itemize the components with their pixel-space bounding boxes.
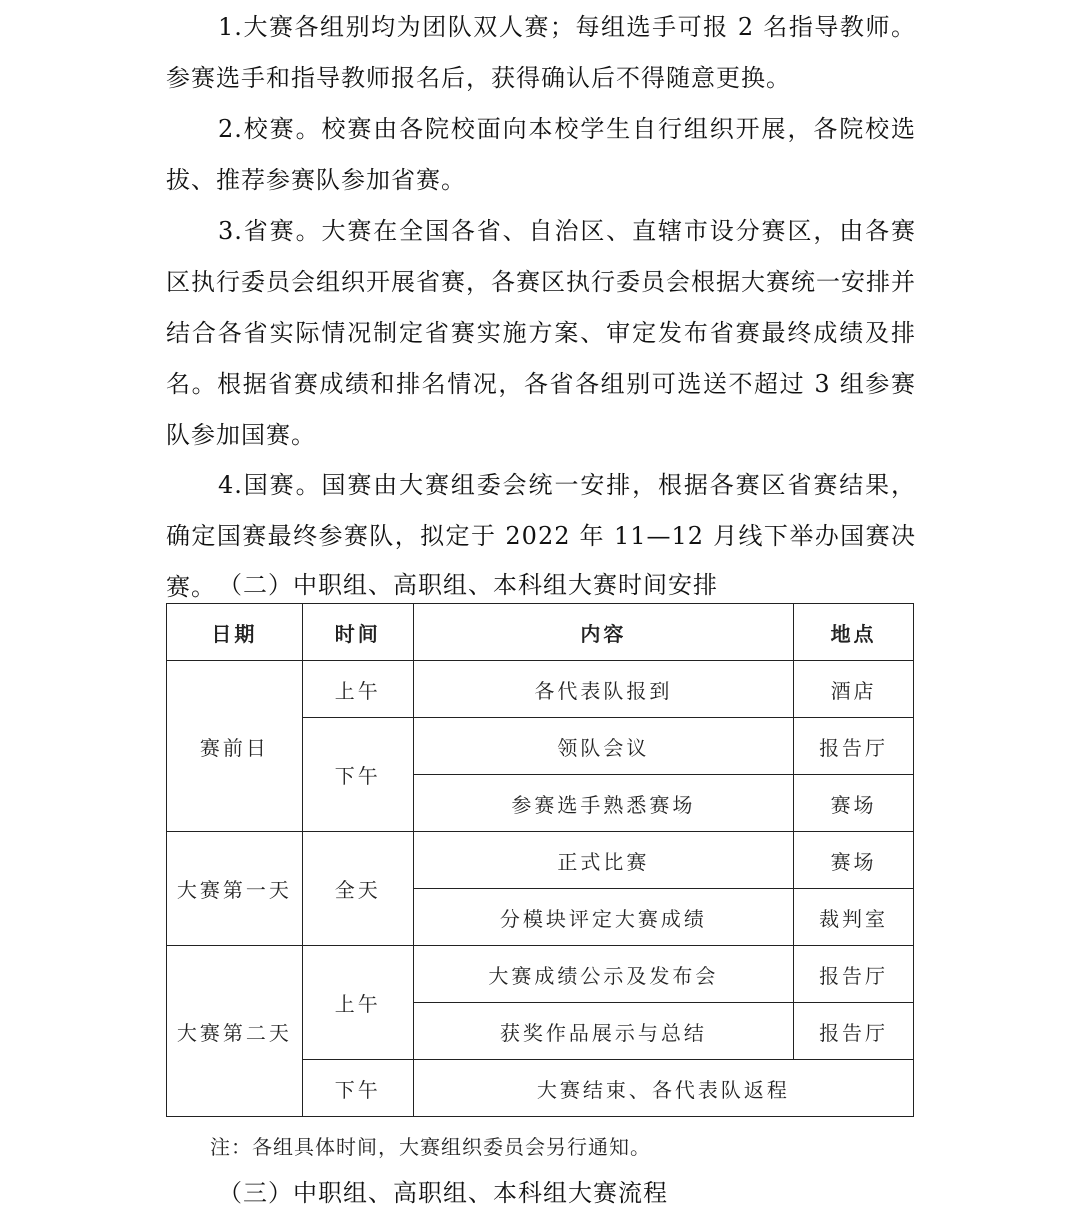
header-date: 日期 (167, 604, 303, 661)
paragraph-team-rules: 1.大赛各组别均为团队双人赛；每组选手可报 2 名指导教师。参赛选手和指导教师报名后，获得确认后不得随意更换。 (166, 13, 916, 92)
cell-time: 下午 (302, 1060, 413, 1117)
cell-content: 领队会议 (413, 718, 793, 775)
cell-date-day-before: 赛前日 (167, 661, 303, 832)
paragraph-provincial-round: 3.省赛。大赛在全国各省、自治区、直辖市设分赛区，由各赛区执行委员会组织开展省赛，各赛区执行委员会根据大赛统一安排并结合各省实际情况制定省赛实施方案、审定发布省赛最终成绩及排名。根据省赛成绩和排名情况，各省各组别可选送不超过 3 组参赛队参加国赛。 (166, 217, 916, 449)
cell-date-day-one: 大赛第一天 (167, 832, 303, 946)
cell-content: 分模块评定大赛成绩 (413, 889, 793, 946)
table-row (167, 661, 914, 718)
cell-place: 报告厅 (794, 1003, 914, 1060)
cell-place: 报告厅 (794, 718, 914, 775)
cell-time: 下午 (302, 718, 413, 832)
cell-time: 全天 (302, 832, 413, 946)
cell-content: 获奖作品展示与总结 (413, 1003, 793, 1060)
cell-content: 参赛选手熟悉赛场 (413, 775, 793, 832)
table-row (167, 832, 914, 889)
table-header-row (167, 604, 914, 661)
cell-place: 赛场 (794, 832, 914, 889)
cell-date-day-two: 大赛第二天 (167, 946, 303, 1117)
cell-place: 裁判室 (794, 889, 914, 946)
section-three-heading: （三）中职组、高职组、本科组大赛流程 (218, 1179, 668, 1207)
paragraph-school-round: 2.校赛。校赛由各院校面向本校学生自行组织开展，各院校选拔、推荐参赛队参加省赛。 (166, 115, 916, 194)
cell-content: 各代表队报到 (413, 661, 793, 718)
header-time: 时间 (302, 604, 413, 661)
cell-content: 大赛结束、各代表队返程 (413, 1060, 913, 1117)
cell-place: 赛场 (794, 775, 914, 832)
paragraph-national-round: 4.国赛。国赛由大赛组委会统一安排，根据各赛区省赛结果，确定国赛最终参赛队，拟定于 2022 年 11—12 月线下举办国赛决赛。 (166, 471, 916, 601)
section-two-heading: （二）中职组、高职组、本科组大赛时间安排 (218, 571, 718, 599)
cell-content: 正式比赛 (413, 832, 793, 889)
schedule-table (166, 603, 914, 1117)
header-content: 内容 (413, 604, 793, 661)
cell-time: 上午 (302, 661, 413, 718)
cell-place: 报告厅 (794, 946, 914, 1003)
cell-place: 酒店 (794, 661, 914, 718)
cell-time: 上午 (302, 946, 413, 1060)
header-place: 地点 (794, 604, 914, 661)
cell-content: 大赛成绩公示及发布会 (413, 946, 793, 1003)
table-row (167, 946, 914, 1003)
table-note: 注：各组具体时间，大赛组织委员会另行通知。 (210, 1135, 651, 1159)
